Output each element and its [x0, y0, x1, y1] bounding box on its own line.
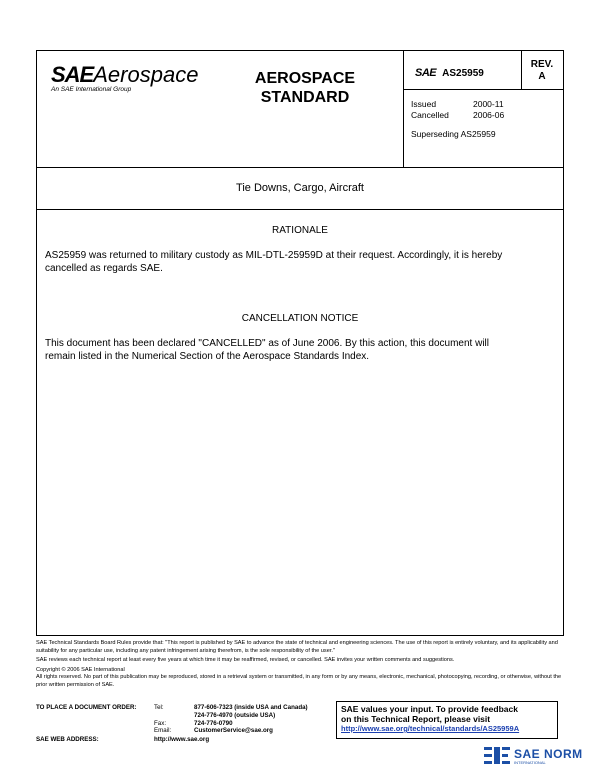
rev-value: A: [538, 71, 546, 82]
web-address: [36, 736, 209, 743]
watermark-text: SAE NORM: [514, 746, 583, 761]
order-contact: [36, 704, 308, 735]
document-title: Tie Downs, Cargo, Aircraft: [236, 182, 364, 194]
document-number: [415, 67, 484, 79]
doc-number: AS25959: [442, 68, 484, 79]
logo-sae-text: SAE: [51, 62, 94, 87]
feedback-line1: SAE values your input. To provide feedback: [341, 704, 518, 714]
cancelled-value: 2006-06: [473, 110, 505, 120]
document-frame: [36, 50, 564, 636]
footer-legal: [36, 640, 564, 691]
rationale-heading: RATIONALE: [272, 225, 328, 236]
doc-prefix: SAE: [415, 67, 437, 79]
feedback-line2: on this Technical Report, please visit: [341, 714, 491, 724]
header-block: [37, 51, 563, 167]
footer-copyright: Copyright © 2006 SAE International: [36, 666, 125, 673]
rationale-text: [45, 249, 553, 275]
footer-policy: SAE Technical Standards Board Rules provide that: "This report is published by SAE to advance the state of technical and engineering sciences. The use of this report is entirely voluntary, and its applicability and suitability for any particular use, including any patent infringement arising therefrom, is the sole responsibility of the user.": [36, 640, 558, 654]
rationale-line2: cancelled as regards SAE.: [45, 263, 163, 274]
cancellation-line1: This document has been declared "CANCELLED" as of June 2006. By this action, this document will: [45, 338, 489, 349]
date-block: [411, 99, 504, 121]
watermark-subtext: INTERNATIONAL: [514, 759, 546, 765]
feedback-box: [336, 701, 558, 739]
superseding-note: Superseding AS25959: [411, 129, 496, 139]
standard-title-line2: STANDARD: [260, 89, 350, 106]
email-value[interactable]: CustomerService@sae.org: [194, 727, 273, 735]
issued-label: Issued: [411, 99, 437, 109]
revision-box: [521, 59, 563, 83]
issued-value: 2000-11: [473, 99, 504, 109]
tel-label: Tel:: [154, 704, 164, 711]
logo-subtitle: An SAE International Group: [51, 86, 132, 93]
standard-title-line1: AEROSPACE: [254, 70, 356, 87]
title-bottom-rule: [37, 209, 563, 210]
footer-review: SAE reviews each technical report at least every five years at which time it may be reaffirmed, revised, or cancelled. SAE invites your written comments and suggestions.: [36, 657, 455, 663]
rationale-line1: AS25959 was returned to military custody as MIL-DTL-25959D at their request. Accordingly, it is hereby: [45, 250, 503, 261]
sae-logo-icon: [484, 745, 510, 767]
cancellation-heading: CANCELLATION NOTICE: [241, 313, 359, 324]
cancelled-label: Cancelled: [411, 110, 449, 120]
sae-norm-watermark: [484, 742, 596, 770]
feedback-link[interactable]: http://www.sae.org/technical/standards/AS25959A: [341, 724, 520, 733]
cancellation-line2: remain listed in the Numerical Section of the Aerospace Standards Index.: [45, 351, 370, 362]
docnum-divider: [403, 89, 563, 90]
tel2-value: 724-776-4970 (outside USA): [194, 711, 276, 719]
fax-value: 724-776-0790: [194, 719, 233, 727]
cancellation-text: [45, 337, 553, 363]
sae-aerospace-logo: [51, 63, 198, 93]
order-label: TO PLACE A DOCUMENT ORDER:: [36, 704, 137, 711]
email-label: Email:: [154, 727, 172, 735]
tel-value: 877-606-7323 (inside USA and Canada): [194, 704, 308, 711]
rev-label: REV.: [530, 59, 554, 70]
logo-aerospace-text: Aerospace: [93, 62, 199, 87]
fax-label: Fax:: [154, 719, 167, 727]
header-divider: [403, 51, 404, 167]
footer-rights: All rights reserved. No part of this publication may be reproduced, stored in a retrieval system or transmitted, in any form or by any means, electronic, mechanical, photocopying, recording, or otherwise, without the prior written permission of SAE.: [36, 674, 562, 688]
web-value[interactable]: http://www.sae.org: [154, 736, 210, 743]
standard-title: [235, 69, 375, 107]
header-bottom-rule: [37, 167, 563, 168]
web-label: SAE WEB ADDRESS:: [36, 736, 99, 743]
